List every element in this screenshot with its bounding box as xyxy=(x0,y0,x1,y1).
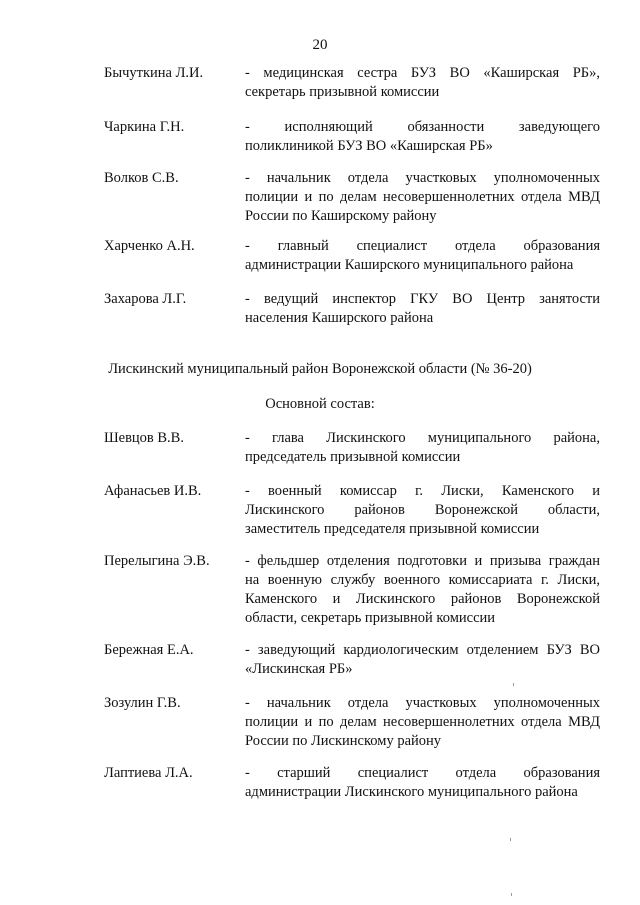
member-role xyxy=(245,552,600,628)
member-name: Лаптиева Л.А. xyxy=(104,765,193,781)
role-line: - фельдшер отделения подготовки и призыва граждан xyxy=(245,553,600,569)
role-line: Каменского и Лискинского районов Воронежской xyxy=(245,591,600,607)
role-line: Лискинского районов Воронежской области, xyxy=(245,502,600,518)
role-line: - старший специалист отдела образования xyxy=(245,765,600,781)
member-name: Шевцов В.В. xyxy=(104,430,184,446)
member-name: Бережная Е.А. xyxy=(104,642,194,658)
member-name: Волков С.В. xyxy=(104,170,179,186)
role-line: области, секретарь призывной комиссии xyxy=(245,610,496,626)
role-line: - ведущий инспектор ГКУ ВО Центр занятости xyxy=(245,291,600,307)
role-line: заместитель председателя призывной комиссии xyxy=(245,521,540,537)
role-line: России по Лискинскому району xyxy=(245,733,442,749)
role-line: населения Каширского района xyxy=(245,310,434,326)
member-role xyxy=(245,290,600,328)
role-line: - военный комиссар г. Лиски, Каменского и xyxy=(245,483,600,499)
member-name: Перелыгина Э.В. xyxy=(104,553,210,569)
scan-speck xyxy=(513,683,514,686)
role-line: - медицинская сестра БУЗ ВО «Каширская РБ», xyxy=(245,65,600,81)
role-line: - глава Лискинского муниципального района, xyxy=(245,430,600,446)
role-line: - исполняющий обязанности заведующего xyxy=(245,119,600,135)
member-name: Захарова Л.Г. xyxy=(104,291,187,307)
role-line: администрации Каширского муниципального района xyxy=(245,257,574,273)
member-role xyxy=(245,694,600,751)
role-line: - главный специалист отдела образования xyxy=(245,238,600,254)
role-line: - начальник отдела участковых уполномоченных xyxy=(245,170,600,186)
member-name: Харченко А.Н. xyxy=(104,238,195,254)
member-name: Афанасьев И.В. xyxy=(104,483,202,499)
member-role xyxy=(245,237,600,275)
role-line: секретарь призывной комиссии xyxy=(245,84,440,100)
role-line: - начальник отдела участковых уполномоченных xyxy=(245,695,600,711)
role-line: полиции и по делам несовершеннолетних отдела МВД xyxy=(245,189,600,205)
page-number: 20 xyxy=(312,37,328,53)
member-name: Зозулин Г.В. xyxy=(104,695,181,711)
role-line: полиции и по делам несовершеннолетних отдела МВД xyxy=(245,714,600,730)
member-name: Бычуткина Л.И. xyxy=(104,65,204,81)
member-role xyxy=(245,64,600,102)
member-role xyxy=(245,764,600,802)
member-role xyxy=(245,118,600,156)
section-subtitle: Основной состав: xyxy=(265,396,375,412)
role-line: России по Каширскому району xyxy=(245,208,437,224)
role-line: - заведующий кардиологическим отделением БУЗ ВО xyxy=(245,642,600,658)
role-line: администрации Лискинского муниципального района xyxy=(245,784,578,800)
role-line: на военную службу военного комиссариата г. Лиски, xyxy=(245,572,600,588)
member-role xyxy=(245,641,600,679)
scan-speck xyxy=(511,893,512,896)
section-title: Лискинский муниципальный район Воронежской области (№ 36-20) xyxy=(108,361,532,377)
member-name: Чаркина Г.Н. xyxy=(104,119,185,135)
role-line: «Лискинская РБ» xyxy=(245,661,353,677)
role-line: поликлиникой БУЗ ВО «Каширская РБ» xyxy=(245,138,493,154)
role-line: председатель призывной комиссии xyxy=(245,449,461,465)
member-role xyxy=(245,169,600,226)
member-role xyxy=(245,429,600,467)
member-role xyxy=(245,482,600,539)
scan-speck xyxy=(510,838,511,841)
